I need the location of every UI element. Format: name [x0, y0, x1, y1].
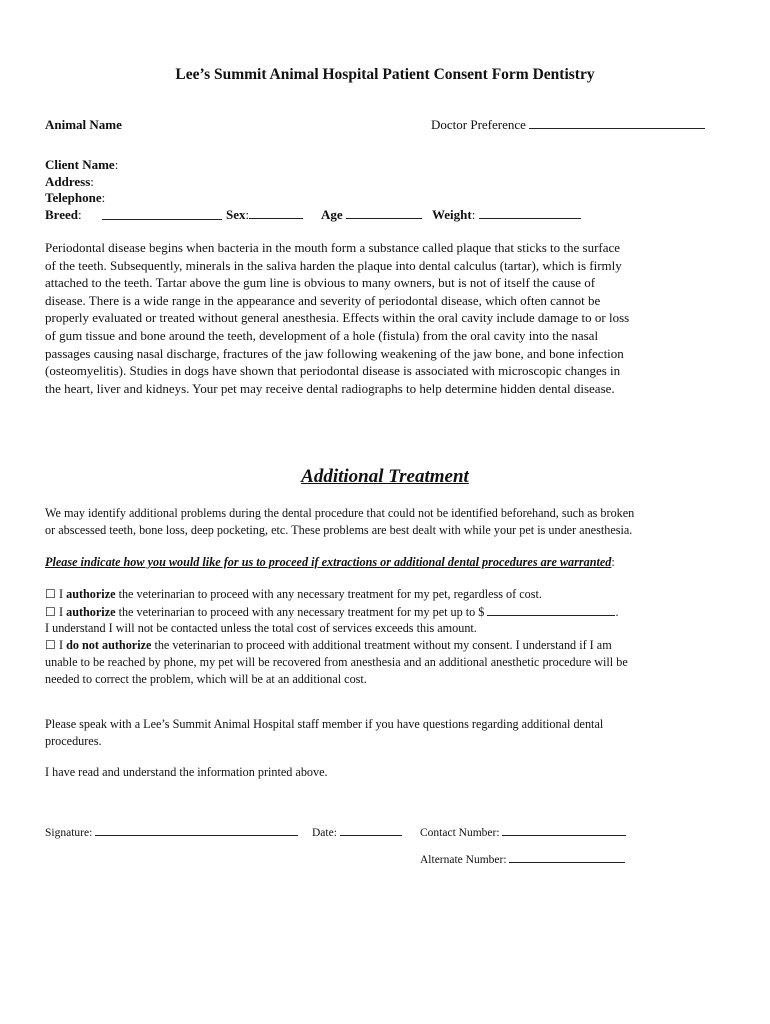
option-limit-note: I understand I will not be contacted unless the total cost of services exceeds this amount. [45, 621, 477, 635]
form-title: Lee’s Summit Animal Hospital Patient Consent Form Dentistry [175, 66, 595, 83]
read-understand-statement: I have read and understand the information printed above. [45, 765, 328, 779]
option-do-not-authorize-line2: unable to be reached by phone, my pet will be recovered from anesthesia and an additional anesthetic procedure will be [45, 655, 628, 669]
paragraph-line: passages causing nasal discharge, fractures of the jaw following weakening of the jaw bone, and bone infection [45, 345, 624, 361]
alternate-number-label: Alternate Number: [420, 854, 507, 866]
paragraph-line: (osteomyelitis). Studies in dogs have shown that periodontal disease is associated with microscopic changes in [45, 363, 621, 379]
option-do-not-authorize[interactable]: ☐ I do not authorize the veterinarian to proceed with additional treatment without my consent. I understand if I am [45, 638, 612, 652]
sex-label: Sex [226, 207, 246, 222]
paragraph-line: the heart, liver and kidneys. Your pet may receive dental radiographs to help determine hidden dental disease. [45, 380, 615, 396]
paragraph-line: Periodontal disease begins when bacteria in the mouth form a substance called plaque that sticks to the surface [45, 240, 621, 255]
weight-label: Weight [432, 207, 472, 222]
paragraph-line: of the teeth. Subsequently, minerals in the saliva harden the plaque into dental calculus (tartar), which is firmly [45, 257, 622, 273]
additional-treatment-paragraph [45, 505, 725, 539]
contact-number-line[interactable] [502, 824, 626, 836]
paragraph-line: of gum tissue and bone around the teeth, development of a hole (fistula) from the oral cavity into the nasal [45, 327, 599, 343]
sex-line[interactable] [249, 207, 303, 219]
signature-label: Signature: [45, 827, 93, 839]
signature-line[interactable] [95, 824, 298, 836]
age-line[interactable] [346, 207, 422, 219]
instruction-text: Please indicate how you would like for us to proceed if extractions or additional dental procedures are warranted [45, 555, 612, 569]
option-authorize-any[interactable]: ☐ I authorize the veterinarian to proceed with any necessary treatment for my pet, regardless of cost. [45, 587, 542, 601]
weight-field[interactable]: Weight: [432, 207, 581, 223]
speak-with-staff-line2: procedures. [45, 734, 102, 748]
instruction-line: Please indicate how you would like for us to proceed if extractions or additional dental procedures are warranted: [45, 555, 615, 569]
paragraph-line: attached to the teeth. Tartar above the gum line is obvious to many owners, but is not of itself the cause of [45, 275, 596, 291]
cost-limit-line[interactable] [487, 604, 615, 616]
paragraph-line: or abscessed teeth, bone loss, deep pocketing, etc. These problems are best dealt with while your pet is under anesthesia. [45, 523, 633, 537]
date-label: Date: [312, 827, 337, 839]
alternate-number-line[interactable] [509, 851, 625, 863]
address-field: Address: [45, 174, 94, 189]
alternate-number-field[interactable] [420, 851, 625, 866]
breed-label: Breed [45, 207, 78, 222]
paragraph-line: properly evaluated or treated without general anesthesia. Effects within the oral cavity include damage to or loss [45, 310, 630, 326]
breed-line[interactable] [102, 208, 222, 220]
age-label: Age [321, 207, 343, 222]
paragraph-line: disease. There is a wide range in the appearance and severity of periodontal disease, which often cannot be [45, 292, 601, 308]
additional-treatment-heading: Additional Treatment [301, 466, 469, 487]
date-line[interactable] [340, 824, 402, 836]
animal-name-label: Animal Name [45, 117, 122, 132]
speak-with-staff-line1: Please speak with a Lee’s Summit Animal Hospital staff member if you have questions regarding additional dental [45, 717, 604, 731]
date-field[interactable] [312, 824, 402, 839]
contact-number-field[interactable] [420, 824, 626, 839]
age-field[interactable] [321, 207, 422, 223]
telephone-field: Telephone: [45, 190, 106, 205]
checkbox-icon[interactable]: ☐ [45, 638, 56, 652]
checkbox-icon[interactable]: ☐ [45, 587, 56, 601]
option-do-not-authorize-line3: needed to correct the problem, which will be at an additional cost. [45, 672, 367, 686]
sex-field[interactable]: Sex: [226, 207, 303, 223]
client-name-field: Client Name: [45, 157, 119, 172]
weight-line[interactable] [479, 207, 581, 219]
paragraph-line: We may identify additional problems during the dental procedure that could not be identified beforehand, such as broken [45, 506, 635, 520]
checkbox-icon[interactable]: ☐ [45, 605, 56, 619]
doctor-preference-line[interactable] [529, 117, 705, 129]
doctor-preference-field[interactable] [431, 117, 705, 133]
periodontal-paragraph [45, 239, 725, 397]
breed-field[interactable]: Breed: [45, 207, 82, 222]
doctor-preference-label: Doctor Preference [431, 117, 526, 132]
contact-number-label: Contact Number: [420, 827, 500, 839]
signature-field[interactable] [45, 824, 298, 839]
option-authorize-limit[interactable]: ☐ I authorize the veterinarian to proceed with any necessary treatment for my pet up to $ . [45, 605, 619, 619]
